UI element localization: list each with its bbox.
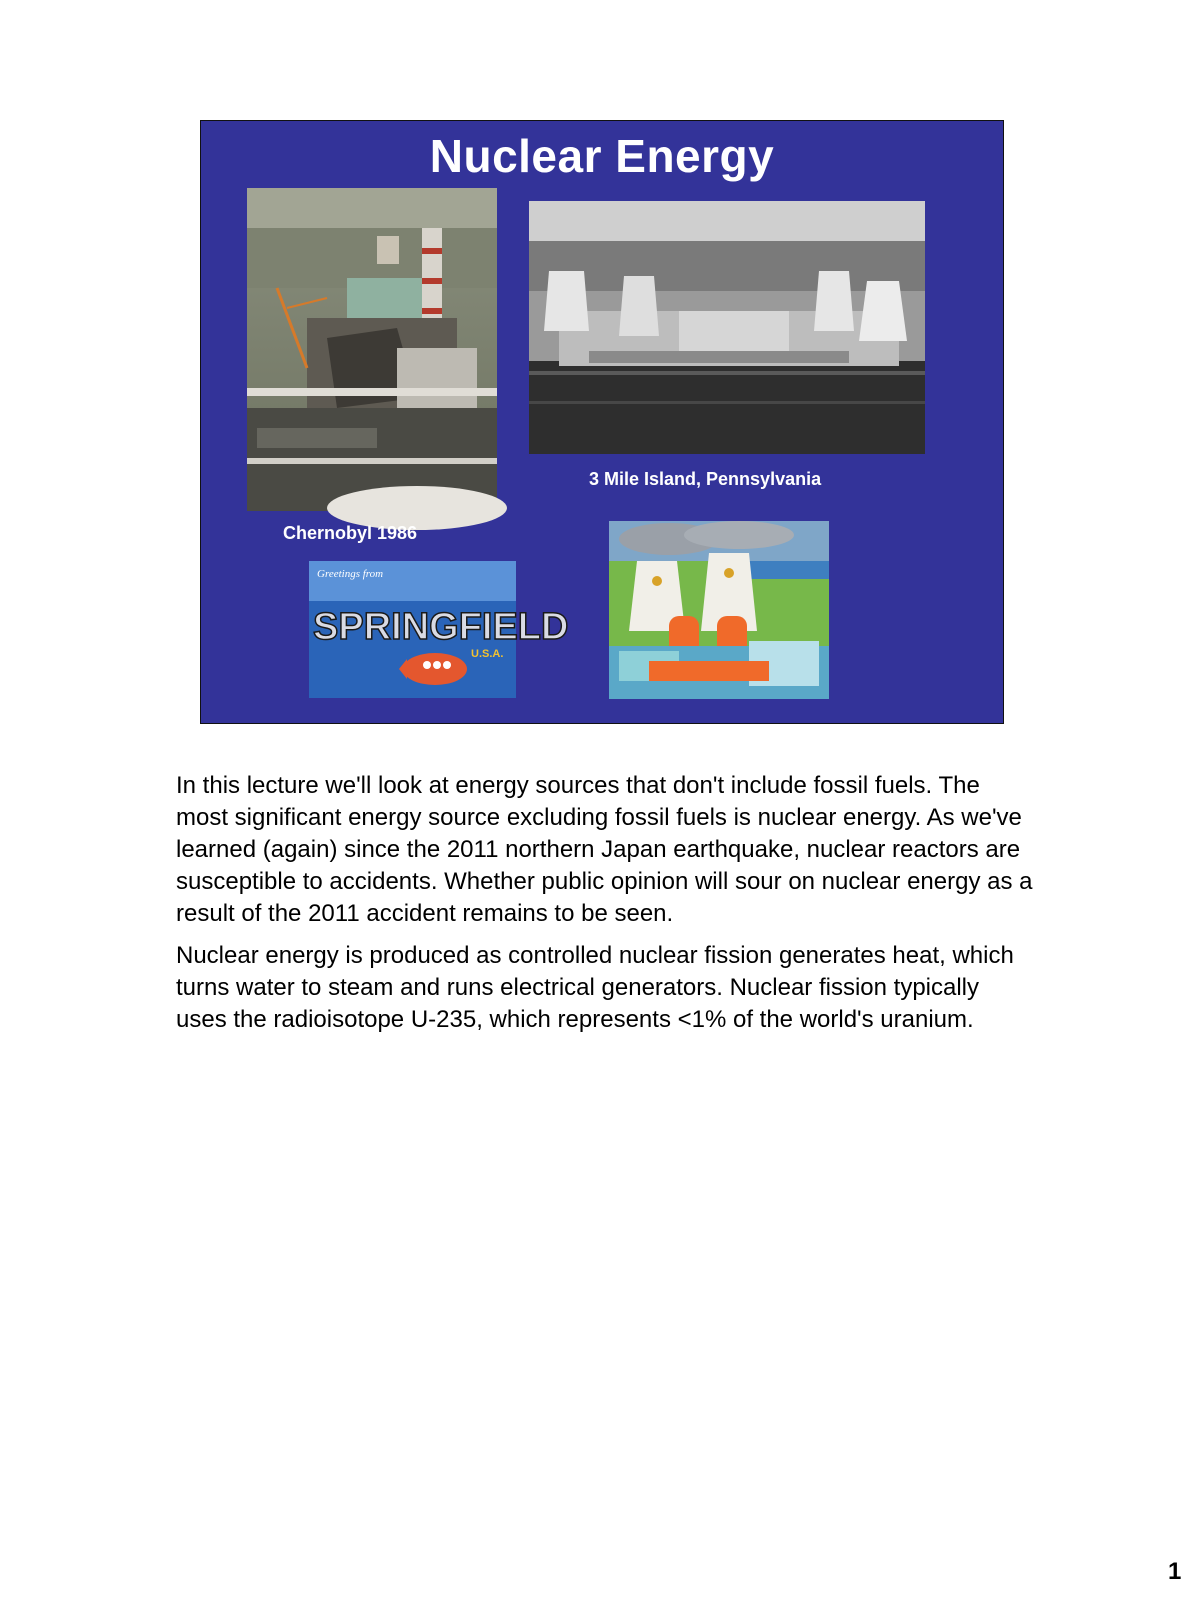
page-number: 1 <box>1168 1558 1182 1585</box>
three-mile-island-caption: 3 Mile Island, Pennsylvania <box>589 469 822 489</box>
chernobyl-photo <box>247 188 497 511</box>
postcard-springfield: SPRINGFIELD <box>313 606 569 648</box>
notes-paragraph-1: In this lecture we'll look at energy sources that don't include fossil fuels. The most significant energy source excluding fossil fuels is nuclear energy. As we've learned (again) since the 2011 northern Japan earthquake, nuclear reactors are susceptible to accidents. Whether public opinion will sour on nuclear energy as a result of the 2011 accident remains to be seen. <box>176 772 1033 927</box>
three-mile-island-photo <box>529 201 925 454</box>
springfield-postcard <box>309 561 569 698</box>
postcard-greeting: Greetings from <box>317 568 384 580</box>
slide-title: Nuclear Energy <box>429 130 775 182</box>
lecture-notes <box>176 770 1036 1046</box>
slide <box>200 120 1004 724</box>
postcard-usa: U.S.A. <box>471 648 504 660</box>
notes-paragraph-2: Nuclear energy is produced as controlled nuclear fission generates heat, which turns water to steam and runs electrical generators. Nuclear fission typically uses the radioisotope U-235, which represents <1% of the world's uranium. <box>176 942 1014 1033</box>
cartoon-power-plant <box>609 521 829 699</box>
chernobyl-caption: Chernobyl 1986 <box>283 523 418 543</box>
